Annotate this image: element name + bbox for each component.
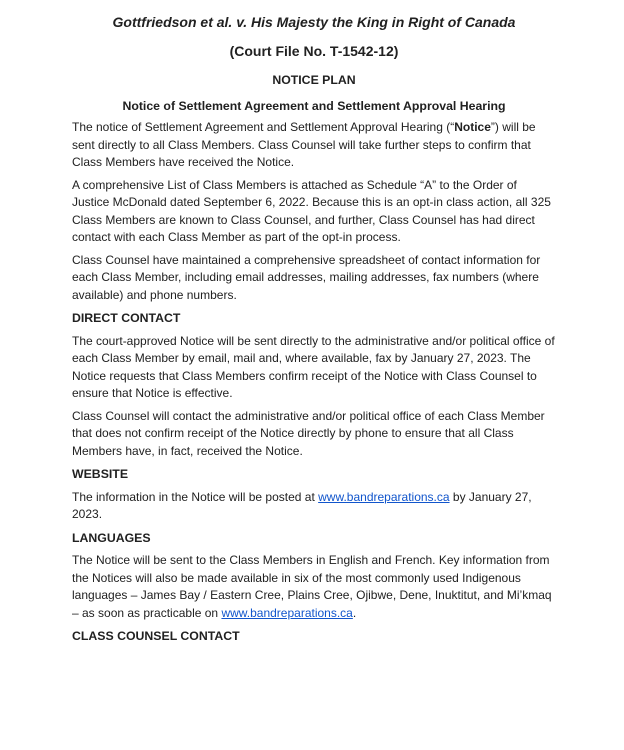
text-run: by January 27, 2023.	[72, 489, 532, 521]
text-run: Class Counsel have maintained a comprehensive spreadsheet of contact information for each Class Member, including email addresses, mailing addresses, fax numbers (where available) and phone numbers.	[72, 252, 541, 302]
direct-contact-heading: DIRECT CONTACT	[72, 311, 181, 325]
intro-paragraph	[72, 119, 556, 172]
website-paragraph	[72, 489, 556, 524]
direct-contact-paragraph-2	[72, 408, 556, 461]
text-run: The information in the Notice will be posted at	[72, 489, 319, 504]
text-run: The court-approved Notice will be sent directly to the administrative and/or political office of each Class Member by email, mail and, where available, fax by January 27, 2023. The Notice requests that Class Members confirm receipt of the Notice with Class Counsel to ensure that Notice is effective.	[72, 333, 555, 400]
document-body	[72, 119, 556, 646]
text-run: Class Counsel will contact the administrative and/or political office of each Class Member that does not confirm receipt of the Notice directly by phone to ensure that all Class Members have, in fact, received the Notice.	[72, 408, 545, 458]
case-title: Gottfriedson et al. v. His Majesty the King in Right of Canada	[112, 14, 516, 30]
text-run: A comprehensive List of Class Members is attached as Schedule “A” to the Order of Justice McDonald dated September 6, 2022. Because this is an opt-in class action, all 325 Class Members are known to Class Counsel, and further, Class Counsel has had direct contact with each Class Member as part of the opt-in process.	[72, 177, 551, 244]
text-run: .	[352, 605, 357, 620]
spreadsheet-paragraph	[72, 252, 556, 305]
document-header	[72, 14, 556, 114]
court-file-number: (Court File No. T-1542-12)	[229, 43, 399, 59]
website-link[interactable]: www.bandreparations.ca	[318, 489, 450, 504]
class-list-paragraph	[72, 177, 556, 247]
languages-heading: LANGUAGES	[72, 530, 151, 545]
bold-text-run: Notice	[454, 120, 491, 134]
website-heading: WEBSITE	[72, 467, 129, 481]
languages-paragraph	[72, 552, 556, 622]
document-subtitle: Notice of Settlement Agreement and Settlement Approval Hearing	[122, 99, 506, 113]
notice-plan-heading: NOTICE PLAN	[272, 73, 356, 87]
website-link[interactable]: www.bandreparations.ca	[221, 605, 353, 620]
text-run: The Notice will be sent to the Class Members in English and French. Key information from the Notices will also be made available in six of the most commonly used Indigenous languages – James Bay / Eastern Cree, Plains Cree, Ojibwe, Dene, Inuktitut, and Mi’kmaq – as soon as practicable on	[72, 553, 552, 620]
text-run: ”) will be sent directly to all Class Members. Class Counsel will take further steps to confirm that Class Members have received the Notice.	[72, 120, 536, 169]
text-run: The notice of Settlement Agreement and Settlement Approval Hearing (“	[72, 120, 455, 134]
direct-contact-paragraph-1	[72, 333, 556, 403]
class-counsel-contact-heading: CLASS COUNSEL CONTACT	[72, 629, 240, 643]
